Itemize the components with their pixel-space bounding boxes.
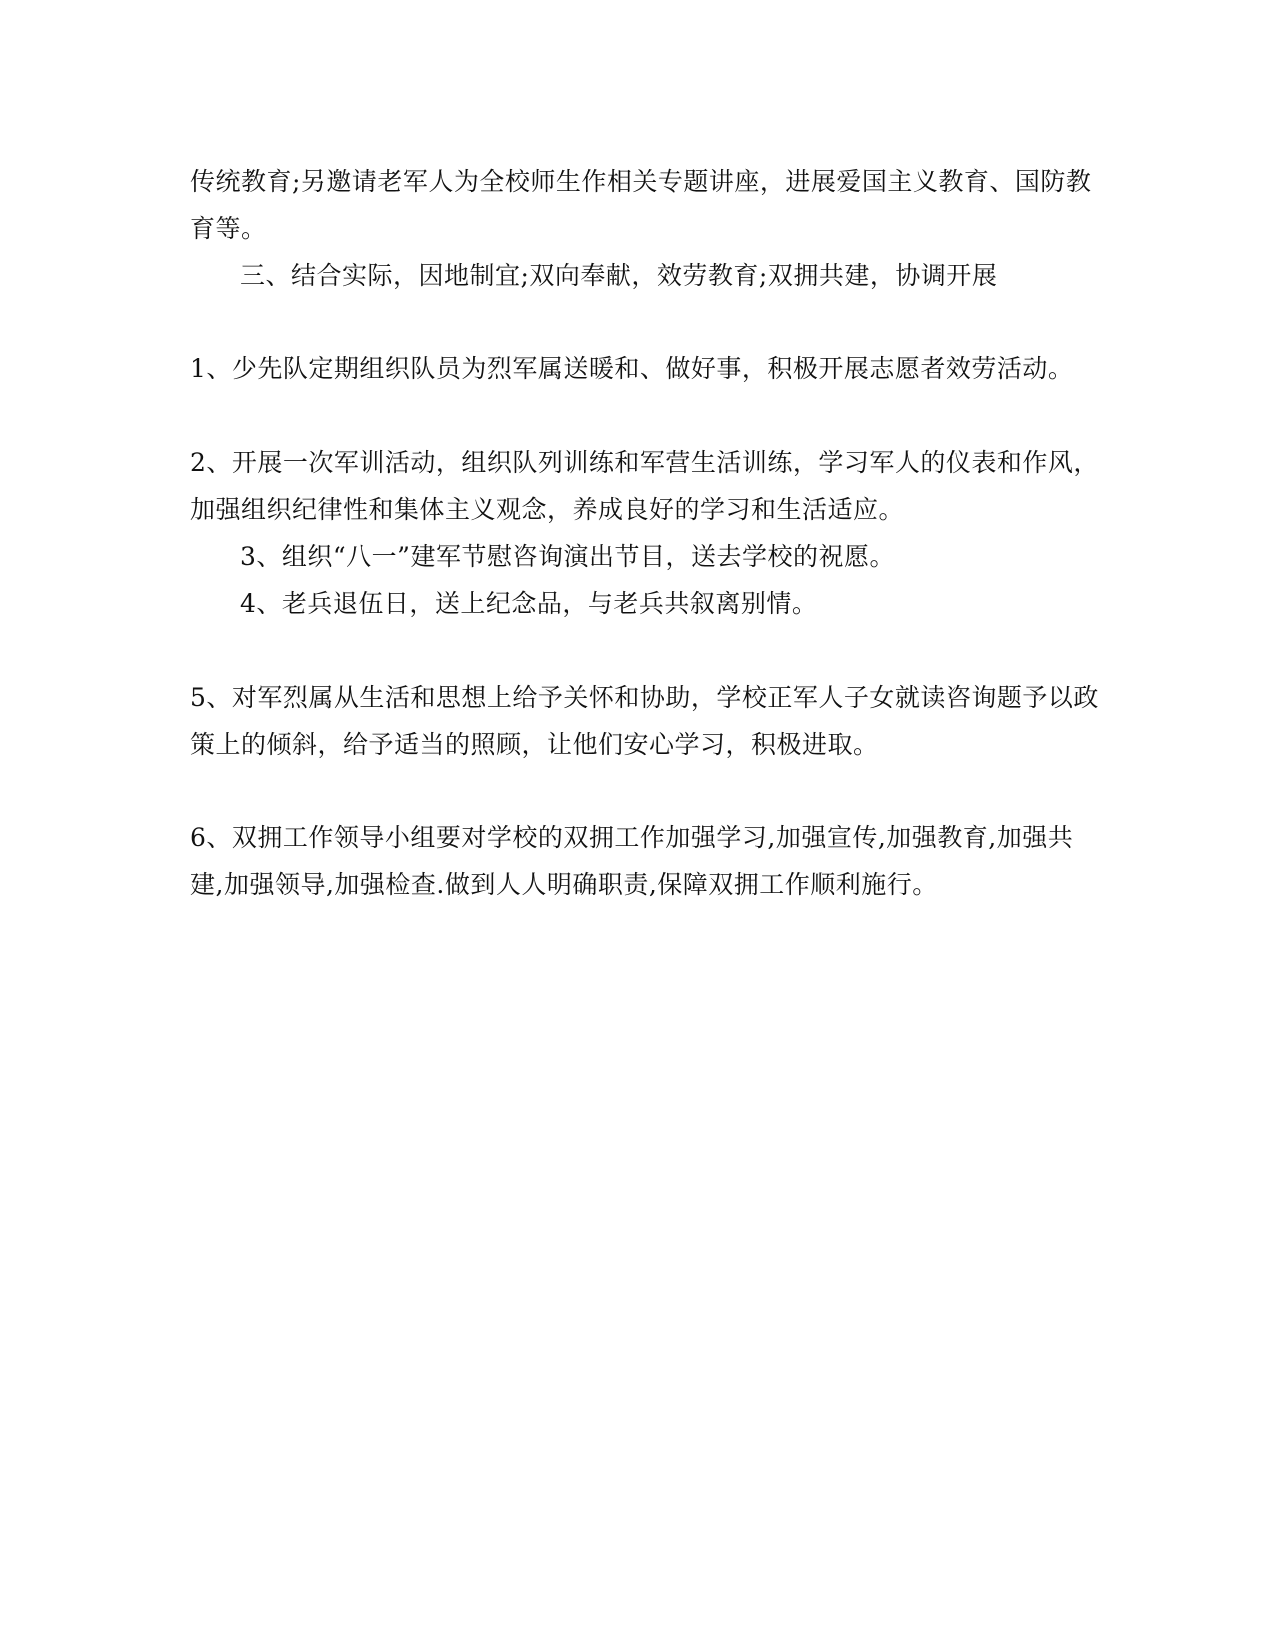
list-item-6: 6、双拥工作领导小组要对学校的双拥工作加强学习,加强宣传,加强教育,加强共 (190, 823, 1074, 852)
list-item-5: 5、对军烈属从生活和思想上给予关怀和协助，学校正军人子女就读咨询题予以政 (190, 683, 1099, 712)
list-item-2-continued: 加强组织纪律性和集体主义观念，养成良好的学习和生活适应。 (190, 495, 905, 524)
list-item-3: 3、组织“八一”建军节慰咨询演出节目，送去学校的祝愿。 (240, 542, 895, 571)
paragraph-line: 传统教育;另邀请老军人为全校师生作相关专题讲座，进展爱国主义教育、国防教 (190, 167, 1092, 196)
list-item-2: 2、开展一次军训活动，组织队列训练和军营生活训练，学习军人的仪表和作风， (190, 448, 1099, 477)
list-item-6-continued: 建,加强领导,加强检查.做到人人明确职责,保障双拥工作顺利施行。 (190, 870, 938, 899)
list-item-1: 1、少先队定期组织队员为烈军属送暖和、做好事，积极开展志愿者效劳活动。 (190, 354, 1074, 383)
list-item-5-continued: 策上的倾斜，给予适当的照顾，让他们安心学习，积极进取。 (190, 730, 879, 759)
paragraph-line: 育等。 (190, 214, 267, 243)
section-heading: 三、结合实际，因地制宜;双向奉献，效劳教育;双拥共建，协调开展 (240, 261, 998, 290)
list-item-4: 4、老兵退伍日，送上纪念品，与老兵共叙离别情。 (240, 589, 818, 618)
